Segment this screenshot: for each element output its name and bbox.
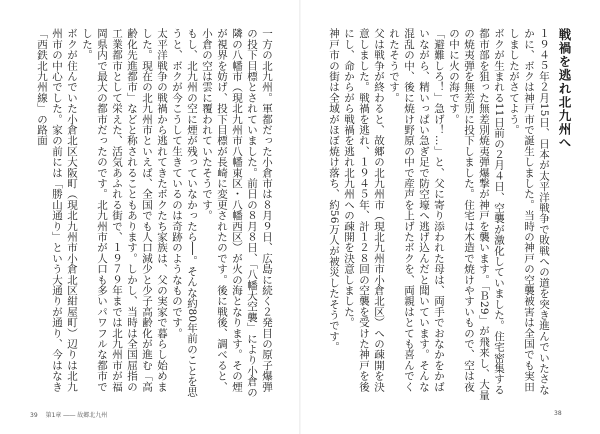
right-page [322, 28, 572, 402]
right-page-text [322, 28, 572, 402]
paragraph: １９４５年２月15日、日本が太平洋戦争で敗戦への道を突き進んでいたさなかに、ボクは神戸市で誕生しました。当時の神戸の空襲被害は全国でも実田しましたがさてよう。 [508, 28, 550, 395]
paragraph: 太平洋戦争の戦禍から逃れてきたボクたち家族は、父の実家で暮らし始めました。現在の北九州市といえば、全国でも人口減少と少子高齢化が進む「高齢化先進都市」などと称されることもあります。しかし、当時は全国屈指の工業都市として栄えた、活気あふれる街で、１９７９年までは北九州市が福岡県内で最大の都市だったのです。北九州市が人口も多いパワフルな都市でした。 [81, 28, 168, 392]
section-heading: 戦禍を逃れ北九州へ [557, 28, 572, 150]
paragraph: 「避難しろ！」急げ！…」と、父に寄り添われた母は、両手でおなかをかばいながら、精いっぱい急ぎ足で防空壕へ逃げ込んだと聞いています。そんな混乱の中、後に焼け野原の中で産声を上げたボクを、両親はとても喜んでくれたそうです。 [388, 28, 445, 392]
left-page-text [36, 28, 274, 402]
book-gutter [299, 0, 301, 434]
paragraph: 神戸市の街は全域がほぼ焼け落ち、約56万人が被災したそうです。 [328, 28, 340, 353]
paragraph: ボクが住んでいた小倉北区大阪町（現北九州市小倉北区紺屋町）辺りは北九州市の中心でした。家の前には「勝山通り」という大通りが通り、今はなき「西鉄北九州線」の路面 [36, 28, 78, 392]
paragraph: 父は戦争が終わると、故郷の北九州市（現北九州市小倉北区）への疎開を決意しました。戦禍を逃れ、１９４５年、計１２８回の空襲を受けた神戸を後にし、命からがら戦禍を逃れ北九州への疎開を決意しました。 [343, 28, 385, 392]
paragraph: ボクが生まれる11日前の２月４日、空襲が激化していました。住宅密集する都市部を狙った無差別焼夷弾爆撃が神戸を襲います。「Ｂ29」が飛来し、大量の焼夷弾を無差別に投下しました。住宅は木造で焼けやすいもので、空は夜の中に火の海です。 [448, 28, 505, 401]
page-number: 38 [554, 410, 562, 417]
page-number: 39 [30, 412, 38, 419]
left-page-footer [30, 410, 113, 419]
chapter-label: 第1章 ―― 故郷北九州 [45, 412, 108, 419]
left-page [36, 28, 274, 402]
paragraph: 一方の北九州。軍都だった小倉市は８月９日、広島に続く２発目の原子爆弾の投下目標とされていました。前日の８月８日、「八幡大空襲」により小倉の隣の八幡市（現北九州市八幡東区・八幡西区）が火の海となります。その煙が視界を妨げ、投下目標が長崎に変更されたのです。後に戦後、調べると、小倉の空は雲に覆われていたそうです。 [201, 28, 273, 398]
paragraph: もし、北九州の空に煙が残っていなかったら──。そんな約80年前のことを思うと、ボクが今こうして生きているのは奇跡のようなものです。 [171, 28, 198, 398]
right-page-footer [554, 410, 568, 417]
